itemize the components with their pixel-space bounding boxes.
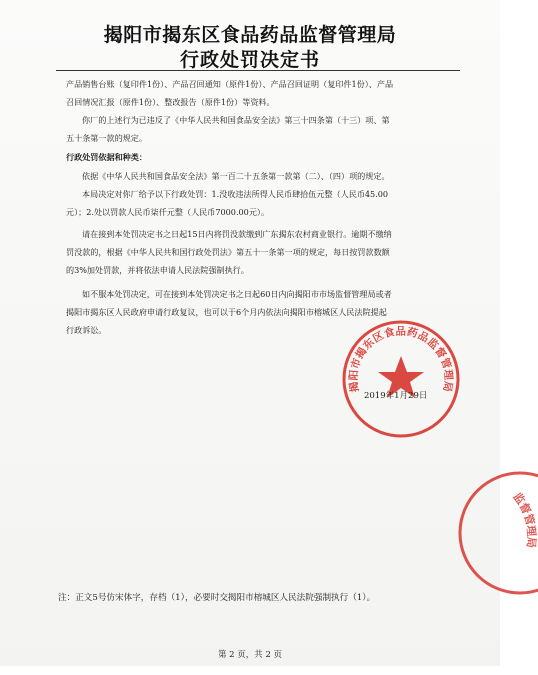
evidence-line-1: 产品销售台账（复印件1份）、产品召回通知（原件1份）、产品召回证明（复印件1份）、产品 — [66, 79, 394, 89]
seal-text: 揭阳市揭东区食品药品监督管理局 — [347, 325, 455, 393]
appeal-line-2: 揭阳市揭东区人民政府申请行政复议，也可以于6个月内依法向揭阳市榕城区人民法院提起 — [66, 307, 387, 317]
payment-line-3: 的3%加处罚款，并将依法申请人民法院强制执行。 — [66, 265, 249, 275]
document-note: 注：正文5号仿宋体字，存档（1），必要时交揭阳市榕城区人民法院强制执行（1）。 — [58, 593, 376, 603]
svg-text:监督管理局 — [510, 490, 538, 549]
payment-line-2: 罚没款的，根据《中华人民共和国行政处罚法》第五十一条第一项的规定，每日按罚款数额 — [66, 247, 390, 257]
partial-seal — [458, 455, 538, 675]
document-title-type: 行政处罚决定书 — [179, 49, 320, 71]
appeal-line-1: 如不服本处罚决定，可在接到本处罚决定书之日起60日内向揭阳市市场监督管理局或者 — [82, 289, 392, 299]
penalty-basis-heading: 行政处罚依据和种类： — [66, 152, 147, 162]
penalty-basis-line: 依据《中华人民共和国食品安全法》第一百二十五条第一款第（二）、（四）项的规定。 — [82, 171, 390, 181]
seal-date: 2019年1月29日 — [364, 391, 428, 401]
document-title-authority: 揭阳市揭东区食品药品监督管理局 — [103, 24, 397, 46]
official-seal — [340, 318, 462, 440]
page-number: 第 2 页，共 2 页 — [217, 650, 283, 660]
title-divider — [56, 70, 460, 71]
violation-line-1: 你厂的上述行为已违反了《中华人民共和国食品安全法》第三十四条第（十三）项、第 — [82, 115, 390, 125]
payment-line-1: 请在接到本处罚决定书之日起15日内将罚没款缴到广东揭东农村商业银行。逾期不缴纳 — [82, 229, 392, 239]
evidence-line-2: 召回情况汇报（原件1份）、整改报告（原件1份）等资料。 — [66, 97, 275, 107]
penalty-decision-line-1: 本局决定对你厂给予以下行政处罚：1.没收违法所得人民币肆拾伍元整（人民币45.00 — [82, 189, 389, 199]
partial-seal-text: 监督管理局 — [510, 490, 538, 549]
violation-line-2: 五十条第一款的规定。 — [66, 133, 147, 143]
appeal-line-3: 行政诉讼。 — [66, 325, 107, 335]
penalty-decision-line-2: 元）；2.处以罚款人民币柒仟元整（人民币7000.00元）。 — [66, 207, 270, 217]
